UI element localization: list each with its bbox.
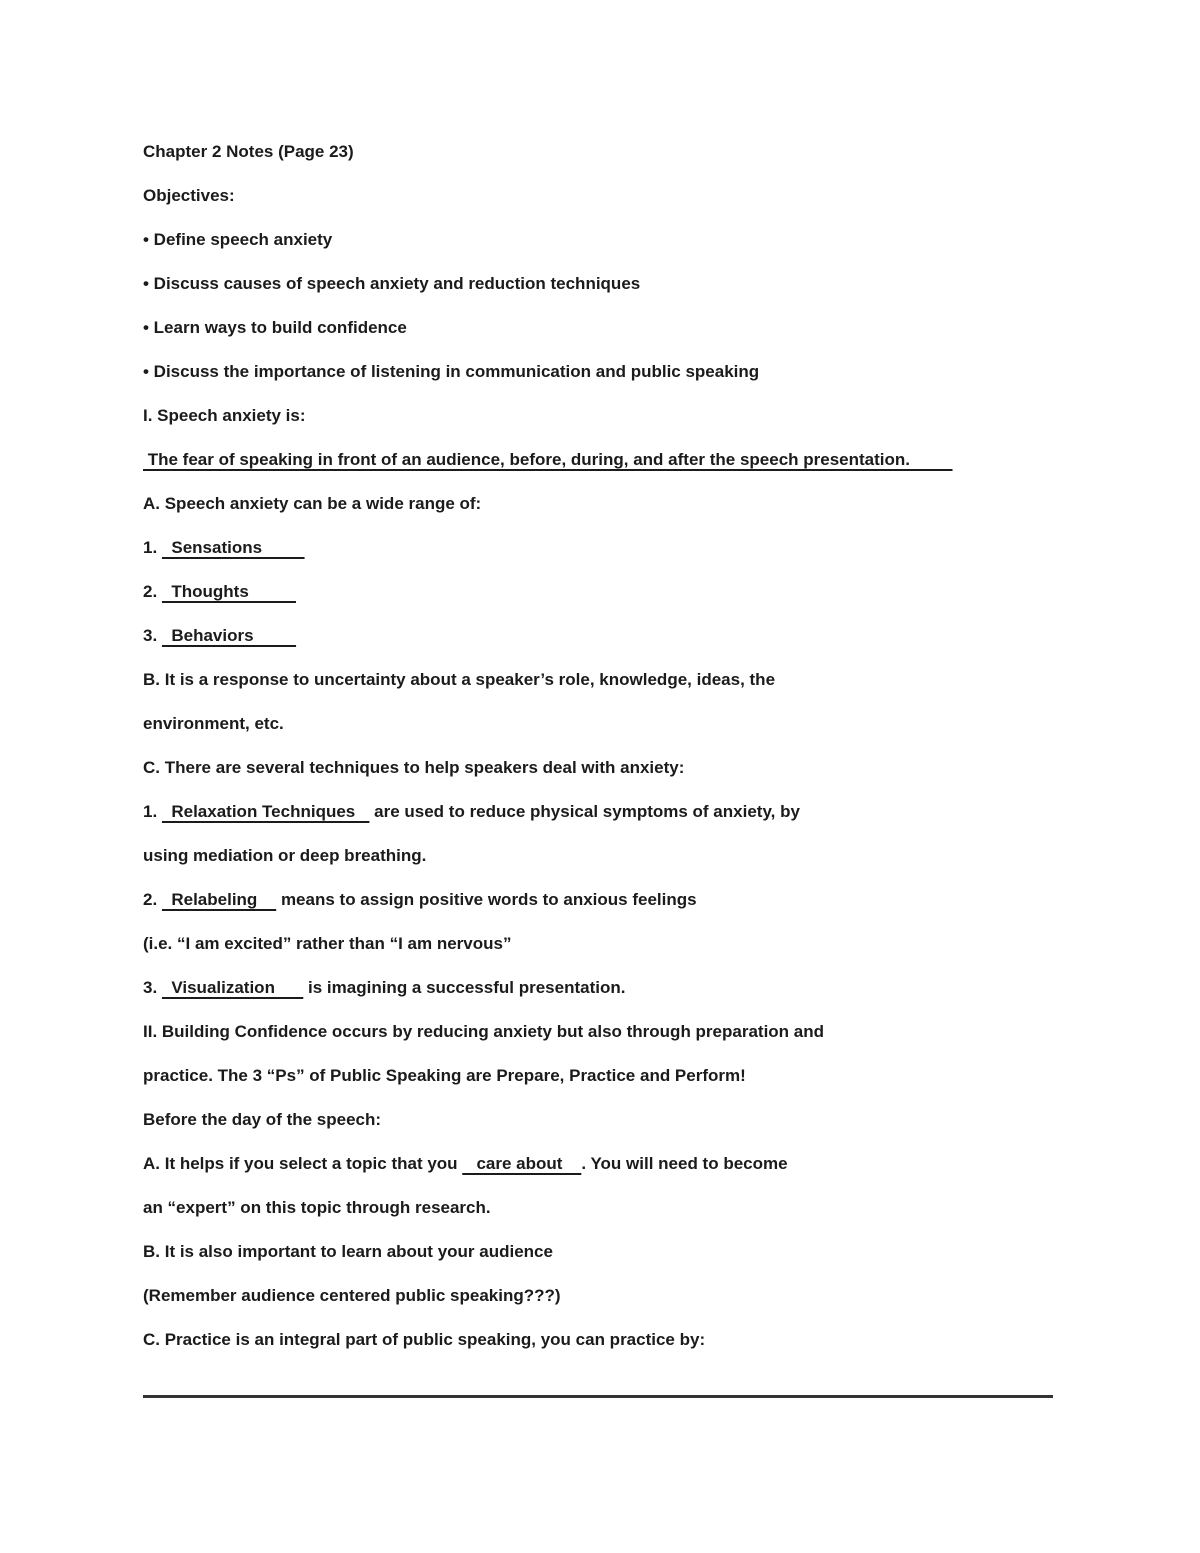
section-1b-line-2 — [143, 713, 1053, 735]
text-run: environment, etc. — [143, 714, 284, 733]
fill-in-blank: Relabeling — [161, 890, 277, 909]
fill-in-blank: Thoughts — [161, 582, 297, 601]
section-2b-line-2 — [143, 1285, 1053, 1307]
text-run: (Remember audience centered public speaking???) — [143, 1286, 561, 1305]
fill-in-blank: The fear of speaking in front of an audience, before, during, and after the speech presentation. — [143, 450, 953, 469]
section-1a-heading — [143, 493, 1053, 515]
section-1b-line-1 — [143, 669, 1053, 691]
text-run: Before the day of the speech: — [143, 1110, 382, 1129]
fill-in-blank: Sensations — [161, 538, 305, 557]
section-2a-line-2 — [143, 1197, 1053, 1219]
text-run: . You will need to become — [581, 1154, 788, 1173]
text-run: II. Building Confidence occurs by reducing anxiety but also through preparation and — [143, 1022, 825, 1041]
text-run: 3. — [143, 978, 162, 997]
objectives-heading — [143, 185, 1053, 207]
answer-3-behaviors — [143, 625, 1053, 647]
text-run: B. It is a response to uncertainty about a speaker’s role, knowledge, ideas, the — [143, 670, 776, 689]
text-run: 2. — [143, 890, 162, 909]
before-speech-heading — [143, 1109, 1053, 1131]
objective-bullet-3 — [143, 317, 1053, 339]
text-run: A. It helps if you select a topic that you — [143, 1154, 463, 1173]
section-2-line-1 — [143, 1021, 1053, 1043]
technique-1-line-2 — [143, 845, 1053, 867]
section-2a-line-1 — [143, 1153, 1053, 1175]
technique-2-line-1 — [143, 889, 1053, 911]
objective-bullet-1 — [143, 229, 1053, 251]
section-2b-line-1 — [143, 1241, 1053, 1263]
objective-bullet-4 — [143, 361, 1053, 383]
speech-anxiety-definition — [143, 449, 1053, 471]
text-run: Chapter 2 Notes (Page 23) — [143, 142, 354, 161]
text-run: B. It is also important to learn about your audience — [143, 1242, 553, 1261]
text-run: practice. The 3 “Ps” of Public Speaking are Prepare, Practice and Perform! — [143, 1066, 746, 1085]
fill-in-blank: Relaxation Techniques — [161, 802, 370, 821]
technique-2-line-2 — [143, 933, 1053, 955]
text-run: • Learn ways to build confidence — [143, 318, 407, 337]
fill-in-blank: Visualization — [161, 978, 304, 997]
text-run: 2. — [143, 582, 162, 601]
text-run: (i.e. “I am excited” rather than “I am nervous” — [143, 934, 512, 953]
answer-2-thoughts — [143, 581, 1053, 603]
text-run: C. Practice is an integral part of public speaking, you can practice by: — [143, 1330, 706, 1349]
answer-blank-rule — [143, 1373, 1053, 1398]
section-1-heading — [143, 405, 1053, 427]
chapter-title — [143, 141, 1053, 163]
objective-bullet-2 — [143, 273, 1053, 295]
text-run: A. Speech anxiety can be a wide range of: — [143, 494, 482, 513]
answer-1-sensations — [143, 537, 1053, 559]
section-2-line-2 — [143, 1065, 1053, 1087]
text-run: 1. — [143, 802, 162, 821]
text-run: using mediation or deep breathing. — [143, 846, 427, 865]
text-run: • Discuss causes of speech anxiety and reduction techniques — [143, 274, 641, 293]
text-run: • Discuss the importance of listening in communication and public speaking — [143, 362, 760, 381]
text-run: an “expert” on this topic through research. — [143, 1198, 491, 1217]
text-run: C. There are several techniques to help speakers deal with anxiety: — [143, 758, 685, 777]
technique-1-line-1 — [143, 801, 1053, 823]
text-run: Objectives: — [143, 186, 235, 205]
section-1c-heading — [143, 757, 1053, 779]
text-run: • Define speech anxiety — [143, 230, 333, 249]
text-run: 1. — [143, 538, 162, 557]
fill-in-blank: Behaviors — [161, 626, 297, 645]
section-2c-heading — [143, 1329, 1053, 1351]
text-run: I. Speech anxiety is: — [143, 406, 306, 425]
document-body — [143, 141, 1053, 1398]
text-run: is imagining a successful presentation. — [303, 978, 626, 997]
text-run: means to assign positive words to anxious feelings — [276, 890, 697, 909]
technique-3 — [143, 977, 1053, 999]
text-run: 3. — [143, 626, 162, 645]
fill-in-blank: care about — [462, 1154, 582, 1173]
text-run: are used to reduce physical symptoms of anxiety, by — [369, 802, 800, 821]
